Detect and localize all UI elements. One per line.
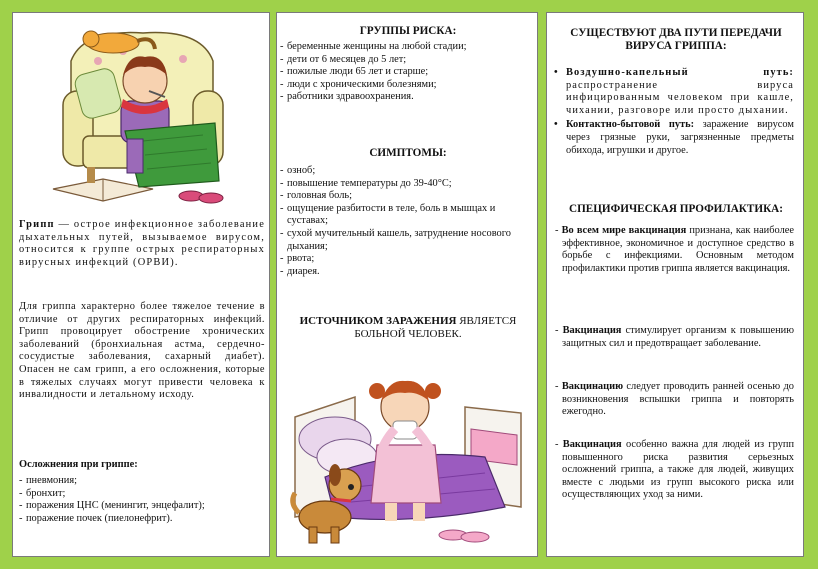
- list-item: - ощущение разбитости в теле, боль в мышцах и суставах;: [280, 203, 534, 228]
- list-item: - беременные женщины на любой стадии;: [280, 41, 534, 54]
- contact-way-bold: Контактно-бытовой путь:: [566, 119, 695, 131]
- flu-definition-text: — острое инфекционное заболевание дыхательных путей, вызываемое вирусом, относится к группе острых респираторных вирусных инфекций (ОРВИ).: [19, 219, 266, 268]
- prophylaxis-para-2-bold: Вакцинация: [562, 325, 622, 336]
- complications-title: Осложнения при гриппе:: [19, 459, 138, 470]
- prophylaxis-para-4-bold: Вакцинация: [562, 439, 622, 450]
- prophylaxis-para-1-bold: Во всем мире вакцинация: [561, 225, 687, 236]
- list-item: [550, 67, 794, 117]
- list-item: - дети от 6 месяцев до 5 лет;: [280, 54, 534, 67]
- list-item: - бронхит;: [19, 488, 265, 501]
- list-item: - озноб;: [280, 165, 534, 178]
- list-item: - сухой мучительный кашель, затруднение носового дыхания;: [280, 228, 534, 253]
- contact-way-text: заражение вирусом через грязные руки, загрязненные предметы обихода, игрушки и другое.: [566, 119, 794, 156]
- list-item: - поражение почек (пиелонефрит).: [19, 513, 265, 526]
- complications-list: [19, 475, 265, 525]
- symptoms-title: СИМПТОМЫ:: [369, 147, 447, 159]
- list-item: - поражения ЦНС (менингит, энцефалит);: [19, 500, 265, 513]
- prophylaxis-para-2: - Вакцинация стимулирует организм к повышению защитных сил и предотвращает заболевание.: [555, 325, 794, 349]
- sick-girl-bed-illustration: [285, 357, 533, 553]
- list-item: - головная боль;: [280, 190, 534, 203]
- risk-groups-title: ГРУППЫ РИСКА:: [359, 25, 457, 37]
- infection-source-bold: ИСТОЧНИКОМ ЗАРАЖЕНИЯ: [299, 315, 457, 327]
- prophylaxis-para-1: - Во всем мире вакцинация признана, как наиболее эффективное, экономичное и доступное средство в борьбе с инфекциями. Основным методом профилактики против гриппа является вакцинация.: [555, 225, 794, 274]
- prophylaxis-para-3-bold: Вакцинацию: [561, 381, 624, 392]
- flu-severity-text: Для гриппа характерно более тяжелое течение в отличие от других респираторных инфекций. Грипп провоцирует обострение хронических заболеваний (бронхиальная астма, сердечно-сосудистые заболевания, сахарный диабет). Опасен не сам грипп, а его осложнения, которые в тяжелых случаях могут привести человека к инвалидности и летальному исходу.: [19, 301, 265, 401]
- prophylaxis-title: СПЕЦИФИЧЕСКАЯ ПРОФИЛАКТИКА:: [568, 203, 783, 215]
- middle-panel: [276, 12, 538, 557]
- sick-boy-armchair-illustration: [43, 21, 243, 211]
- list-item: - рвота;: [280, 253, 534, 266]
- flu-term: Грипп: [19, 219, 55, 230]
- prophylaxis-para-1-text: признана, как наиболее эффективное, экономичное и доступное средство в борьбе с инфекциями. Основным методом профилактики против гриппа является вакцинация.: [562, 225, 794, 274]
- list-item: - работники здравоохранения.: [280, 91, 534, 104]
- transmission-ways-list: [550, 67, 794, 157]
- symptoms-list: [280, 165, 534, 278]
- prophylaxis-para-4: - Вакцинация особенно важна для людей из групп повышенного риска развития серьезных осложнений гриппа, а также для людей, живущих вместе с людьми из групп высокого риска или осуществляющих уход за ними.: [555, 439, 795, 501]
- airborne-way-text: распространение вируса инфицированным человеком при кашле, чихании, разговоре или просто дыхании.: [566, 79, 794, 116]
- left-panel: [12, 12, 270, 557]
- prophylaxis-para-4-text: особенно важна для людей из групп повышенного риска развития серьезных осложнений гриппа, а также для людей, живущих вместе с людьми из групп высокого риска или осуществляющих уход за ними.: [562, 439, 795, 501]
- airborne-way-bold: Воздушно-капельный путь:: [566, 67, 794, 78]
- infection-source-rest: ЯВЛЯЕТСЯ БОЛЬНОЙ ЧЕЛОВЕК.: [354, 315, 517, 340]
- list-item: - диарея.: [280, 266, 534, 279]
- transmission-ways-title: СУЩЕСТВУЮТ ДВА ПУТИ ПЕРЕДАЧИ ВИРУСА ГРИППА:: [570, 27, 782, 52]
- list-item: - повышение температуры до 39-40°С;: [280, 178, 534, 191]
- infection-source: [281, 315, 535, 341]
- prophylaxis-para-2-text: стимулирует организм к повышению защитных сил и предотвращает заболевание.: [562, 325, 794, 349]
- prophylaxis-para-3: - Вакцинацию следует проводить ранней осенью до возникновения вспышки гриппа и повторять ежегодно.: [555, 381, 794, 418]
- prophylaxis-para-3-text: следует проводить ранней осенью до возникновения вспышки гриппа и повторять ежегодно.: [562, 381, 794, 418]
- list-item: - люди с хроническими болезнями;: [280, 79, 534, 92]
- right-panel: [546, 12, 804, 557]
- list-item: [550, 119, 794, 157]
- risk-groups-list: [280, 41, 534, 104]
- list-item: - пневмония;: [19, 475, 265, 488]
- flu-definition: [19, 219, 265, 269]
- list-item: - пожилые люди 65 лет и старше;: [280, 66, 534, 79]
